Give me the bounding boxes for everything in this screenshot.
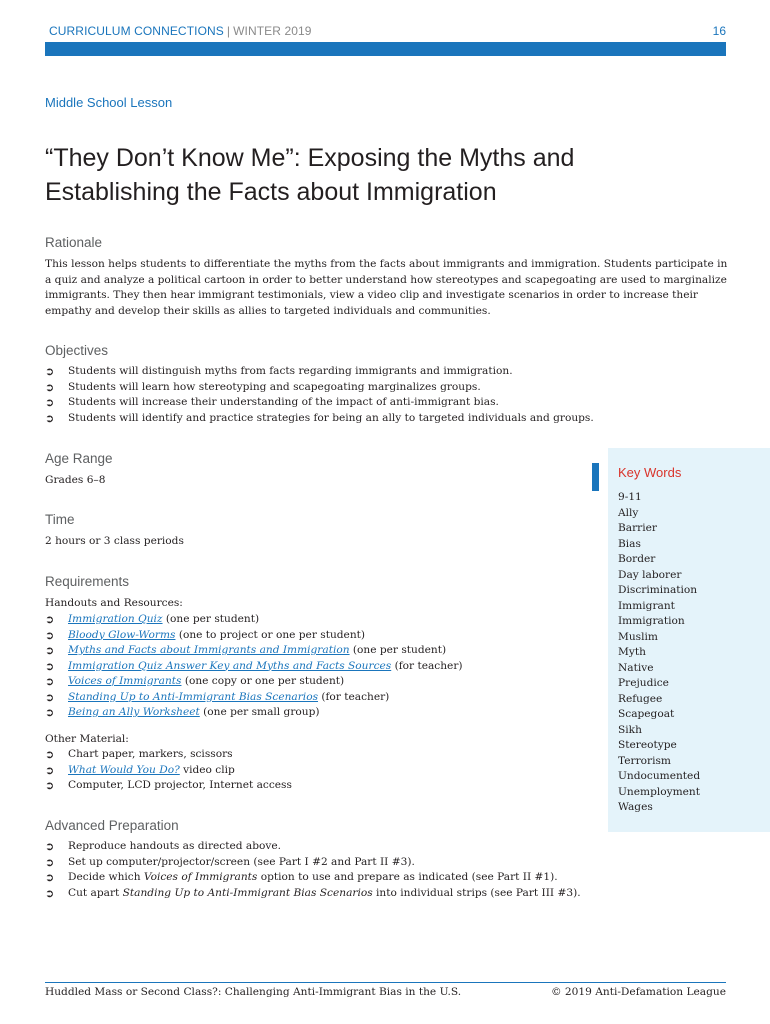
list-item: ➲ Computer, LCD projector, Internet access (45, 779, 292, 792)
footer-publication-title: Huddled Mass or Second Class?: Challenging Anti-Immigrant Bias in the U.S. (45, 986, 462, 998)
key-word: Native (618, 661, 654, 674)
key-word: 9-11 (618, 491, 642, 503)
requirements-heading: Requirements (45, 574, 130, 589)
list-item: ➲ Bloody Glow-Worms (one to project or one per student) (45, 628, 366, 642)
arrow-bullet-icon: ➲ (45, 706, 55, 719)
list-item: ➲ Being an Ally Worksheet (one per small group) (45, 706, 320, 719)
quiz-answer-key-link[interactable]: Immigration Quiz Answer Key and Myths and Facts Sources (68, 659, 392, 672)
arrow-bullet-icon: ➲ (45, 763, 55, 777)
arrow-bullet-icon: ➲ (45, 659, 55, 673)
arrow-bullet-icon: ➲ (45, 644, 55, 657)
title-line-2: Establishing the Facts about Immigration (45, 178, 497, 206)
arrow-bullet-icon: ➲ (45, 628, 55, 642)
objectives-heading: Objectives (45, 343, 109, 358)
list-item: ➲ Voices of Immigrants (one copy or one per student) (45, 675, 345, 688)
list-item: ➲ Cut apart Standing Up to Anti-Immigrant Bias Scenarios into individual strips (see Part III #3). (45, 886, 581, 900)
key-word: Myth (618, 646, 646, 658)
key-word: Refugee (618, 692, 663, 705)
arrow-bullet-icon: ➲ (45, 365, 55, 378)
age-range-value: Grades 6–8 (45, 474, 106, 486)
arrow-bullet-icon: ➲ (45, 690, 55, 704)
being-an-ally-worksheet-link[interactable]: Being an Ally Worksheet (68, 706, 200, 718)
what-would-you-do-link[interactable]: What Would You Do? (68, 763, 180, 776)
header-bar (45, 42, 726, 56)
lesson-level: Middle School Lesson (45, 95, 173, 110)
list-item: ➲ What Would You Do? video clip (45, 763, 235, 777)
advanced-preparation-list (45, 839, 581, 901)
page-header (45, 24, 726, 40)
footer-copyright: © 2019 Anti-Defamation League (550, 986, 726, 998)
key-word: Day laborer (618, 568, 682, 581)
advanced-preparation-heading: Advanced Preparation (45, 818, 179, 833)
list-item: ➲ Reproduce handouts as directed above. (45, 840, 281, 853)
bloody-glow-worms-link[interactable]: Bloody Glow-Worms (68, 628, 176, 641)
key-word: Immigration (618, 615, 685, 627)
key-words-list (618, 490, 700, 816)
key-words-heading: Key Words (618, 465, 682, 480)
immigration-quiz-link[interactable]: Immigration Quiz (68, 613, 163, 625)
rationale-text: This lesson helps students to differentiate the myths from the facts about immigrants and immigration. Students participate in a quiz and analyze a political cartoon in order to better understand how stereotypes and scapegoating are used to marginalize immigrants. They then hear immigrant testimonials, view a video clip and investigate scenarios in order to increase their empathy and develop their skills as allies to targeted individuals and communities. (45, 258, 728, 317)
key-word: Terrorism (618, 754, 671, 767)
header-series (49, 24, 312, 38)
list-item: ➲ Chart paper, markers, scissors (45, 748, 233, 761)
other-material-list (45, 747, 292, 794)
key-word: Muslim (618, 630, 658, 643)
list-item: ➲ Myths and Facts about Immigrants and Immigration (one per student) (45, 644, 447, 657)
title-line-1: “They Don’t Know Me”: Exposing the Myths and (45, 144, 575, 172)
key-word: Sikh (618, 723, 642, 736)
key-word: Bias (618, 537, 641, 550)
page-number: 16 (712, 24, 726, 38)
list-item: ➲ Decide which Voices of Immigrants option to use and prepare as indicated (see Part II #1). (45, 871, 558, 884)
objectives-list (45, 364, 594, 426)
list-item: ➲ Students will learn how stereotyping and scapegoating marginalizes groups. (45, 380, 481, 394)
other-material-label: Other Material: (45, 733, 129, 745)
arrow-bullet-icon: ➲ (45, 675, 55, 688)
key-word: Immigrant (618, 599, 675, 612)
arrow-bullet-icon: ➲ (45, 886, 55, 900)
key-words-accent-bar (592, 463, 599, 491)
key-word: Discrimination (618, 584, 698, 596)
list-item: ➲ Students will increase their understanding of the impact of anti-immigrant bias. (45, 396, 499, 409)
time-value: 2 hours or 3 class periods (45, 535, 184, 547)
handouts-list (45, 612, 463, 721)
arrow-bullet-icon: ➲ (45, 748, 55, 761)
list-item: ➲ Students will distinguish myths from facts regarding immigrants and immigration. (45, 365, 513, 378)
handouts-label: Handouts and Resources: (45, 597, 183, 609)
list-item: ➲ Students will identify and practice strategies for being an ally to targeted individuals and groups. (45, 411, 594, 425)
page-title (45, 141, 735, 209)
key-word: Scapegoat (618, 708, 675, 720)
time-heading: Time (45, 512, 75, 527)
arrow-bullet-icon: ➲ (45, 396, 55, 409)
rationale-heading: Rationale (45, 235, 103, 250)
footer-divider (45, 982, 726, 983)
key-word: Wages (618, 801, 653, 813)
series-season: WINTER 2019 (233, 24, 312, 38)
myths-and-facts-link[interactable]: Myths and Facts about Immigrants and Immigration (68, 644, 350, 656)
list-item: ➲ Immigration Quiz Answer Key and Myths and Facts Sources (for teacher) (45, 659, 463, 673)
list-item: ➲ Set up computer/projector/screen (see Part I #2 and Part II #3). (45, 855, 415, 869)
arrow-bullet-icon: ➲ (45, 613, 55, 626)
arrow-bullet-icon: ➲ (45, 840, 55, 853)
voices-of-immigrants-link[interactable]: Voices of Immigrants (68, 675, 182, 687)
key-word: Undocumented (618, 770, 701, 782)
key-word: Unemployment (618, 785, 700, 798)
arrow-bullet-icon: ➲ (45, 380, 55, 394)
arrow-bullet-icon: ➲ (45, 855, 55, 869)
key-word: Prejudice (618, 677, 669, 689)
header-separator: | (226, 24, 231, 38)
arrow-bullet-icon: ➲ (45, 411, 55, 425)
age-range-heading: Age Range (45, 451, 113, 466)
key-word: Barrier (618, 522, 657, 534)
list-item: ➲ Immigration Quiz (one per student) (45, 613, 260, 626)
key-word: Stereotype (618, 739, 677, 751)
arrow-bullet-icon: ➲ (45, 871, 55, 884)
series-name: CURRICULUM CONNECTIONS (49, 24, 224, 38)
standing-up-scenarios-link[interactable]: Standing Up to Anti-Immigrant Bias Scenarios (68, 690, 319, 703)
key-word: Border (618, 553, 656, 565)
key-word: Ally (618, 506, 639, 519)
arrow-bullet-icon: ➲ (45, 779, 55, 792)
list-item: ➲ Standing Up to Anti-Immigrant Bias Scenarios (for teacher) (45, 690, 390, 704)
